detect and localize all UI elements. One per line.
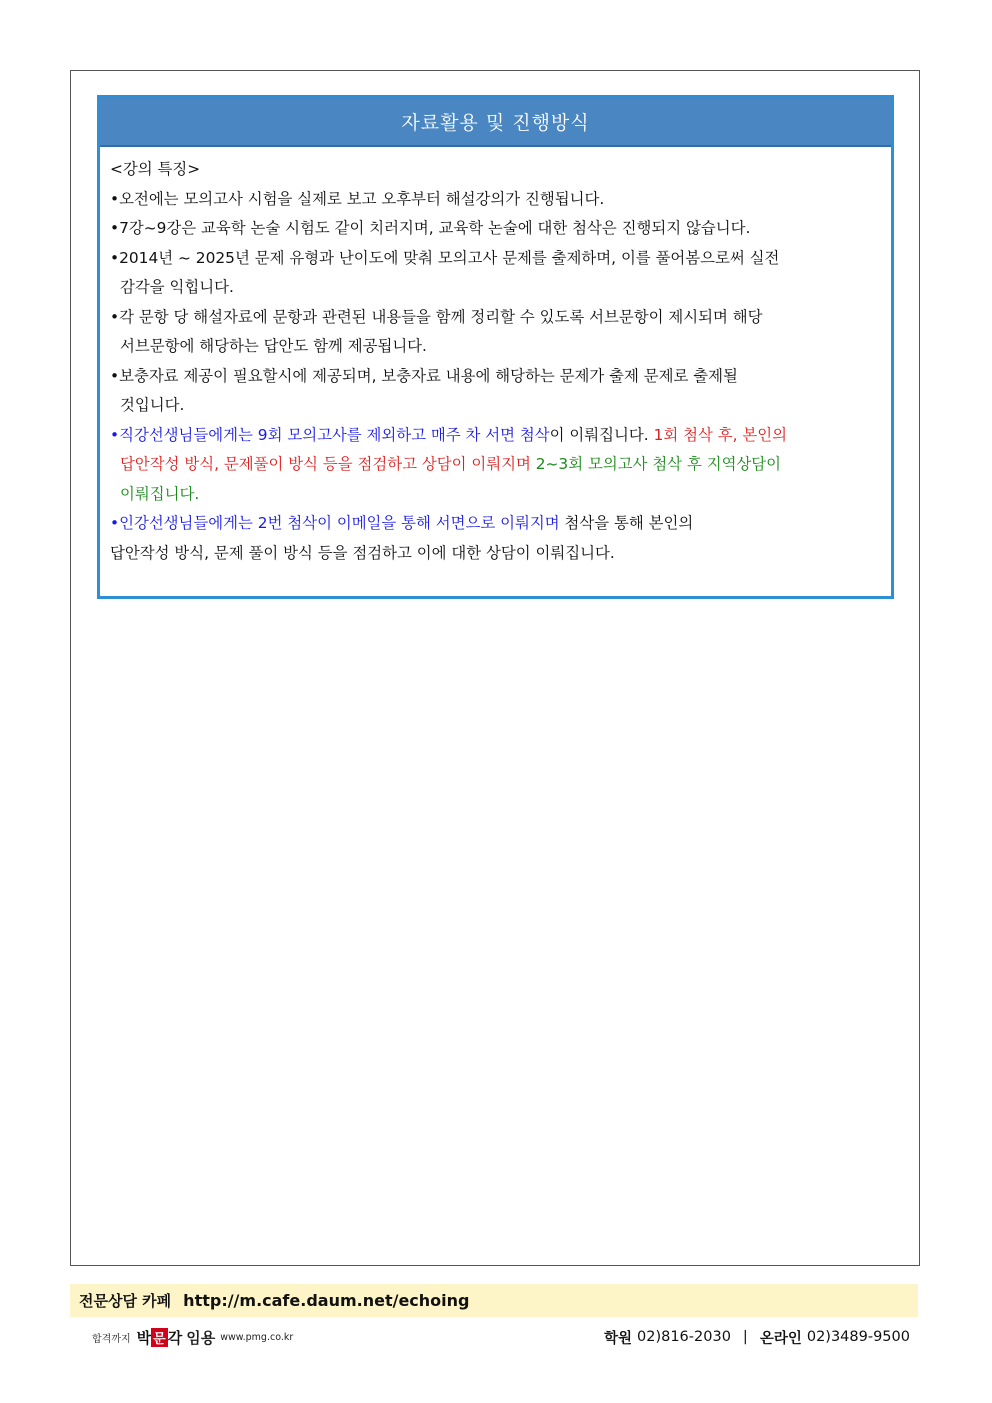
feature-line — [110, 480, 881, 510]
feature-line-text: •2014년 ~ 2025년 문제 유형과 난이도에 맞춰 모의고사 문제를 출제하며, 이를 풀어봄으로써 실전 — [110, 248, 780, 267]
feature-line-text: 답안작성 방식, 문제풀이 방식 등을 점검하고 상담이 이뤄지며 — [120, 455, 536, 473]
feature-line — [110, 273, 881, 303]
feature-line — [110, 185, 881, 215]
feature-line-text: 이 이뤄집니다. — [549, 425, 654, 444]
academy-phone: 02)816-2030 — [637, 1329, 731, 1345]
feature-line — [110, 303, 881, 333]
feature-line — [110, 509, 881, 539]
feature-line-text: 2~3회 모의고사 첨삭 후 지역상담이 — [535, 455, 782, 473]
info-box-body — [100, 147, 891, 568]
feature-line — [110, 421, 881, 451]
academy-label: 학원 — [603, 1330, 632, 1347]
feature-line — [110, 362, 881, 392]
brand-name-2: 각 — [167, 1328, 183, 1347]
brand-site: www.pmg.co.kr — [220, 1331, 294, 1343]
feature-line-text: 이뤄집니다. — [120, 484, 200, 503]
feature-line — [110, 244, 881, 274]
info-box — [97, 95, 894, 599]
feature-line-text: 1회 첨삭 후, 본인의 — [653, 425, 787, 444]
feature-list — [110, 185, 881, 569]
feature-line-text: 답안작성 방식, 문제 풀이 방식 등을 점검하고 이에 대한 상담이 이뤄집니다. — [110, 543, 615, 562]
info-box-title: 자료활용 및 진행방식 — [100, 98, 891, 147]
feature-line-text: •직강선생님들에게는 9회 모의고사를 제외하고 매주 차 서면 첨삭 — [110, 425, 550, 444]
feature-line — [110, 214, 881, 244]
brand-logo — [92, 1327, 293, 1348]
feature-line — [110, 391, 881, 421]
section-heading: <강의 특징> — [110, 160, 201, 178]
feature-line — [110, 539, 881, 569]
footer-consult-bar — [70, 1284, 918, 1317]
feature-line-text: 것입니다. — [120, 396, 185, 414]
cafe-url-link[interactable]: http://m.cafe.daum.net/echoing — [183, 1291, 470, 1310]
footer-bottom — [70, 1322, 918, 1352]
feature-line — [110, 450, 881, 480]
brand-slogan: 합격까지 — [92, 1333, 131, 1345]
feature-line-text: 감각을 익힙니다. — [120, 278, 234, 296]
brand-sub: 임용 — [186, 1328, 216, 1347]
online-label: 온라인 — [759, 1330, 802, 1347]
feature-line-text: 서브문항에 해당하는 답안도 함께 제공됩니다. — [120, 337, 427, 355]
feature-line-text: •오전에는 모의고사 시험을 실제로 보고 오후부터 해설강의가 진행됩니다. — [110, 189, 605, 208]
contact-separator: | — [742, 1329, 748, 1345]
brand-name-1: 박 — [136, 1328, 152, 1347]
online-phone: 02)3489-9500 — [806, 1329, 910, 1345]
feature-line-text: •인강선생님들에게는 2번 첨삭이 이메일을 통해 서면으로 이뤄지며 — [110, 514, 560, 532]
consult-label: 전문상담 카페 — [79, 1292, 172, 1310]
feature-line — [110, 332, 881, 362]
contact-info — [604, 1327, 910, 1348]
feature-line-text: •각 문항 당 해설자료에 문항과 관련된 내용들을 함께 정리할 수 있도록 서브문항이 제시되며 해당 — [110, 307, 763, 326]
feature-line-text: •보충자료 제공이 필요할시에 제공되며, 보충자료 내용에 해당하는 문제가 출제 문제로 출제될 — [110, 366, 738, 385]
brand-name-accent: 문 — [151, 1328, 168, 1347]
feature-line-text: 첨삭을 통해 본인의 — [559, 514, 694, 532]
feature-line-text: •7강~9강은 교육학 논술 시험도 같이 치러지며, 교육학 논술에 대한 첨삭은 진행되지 않습니다. — [110, 219, 751, 237]
